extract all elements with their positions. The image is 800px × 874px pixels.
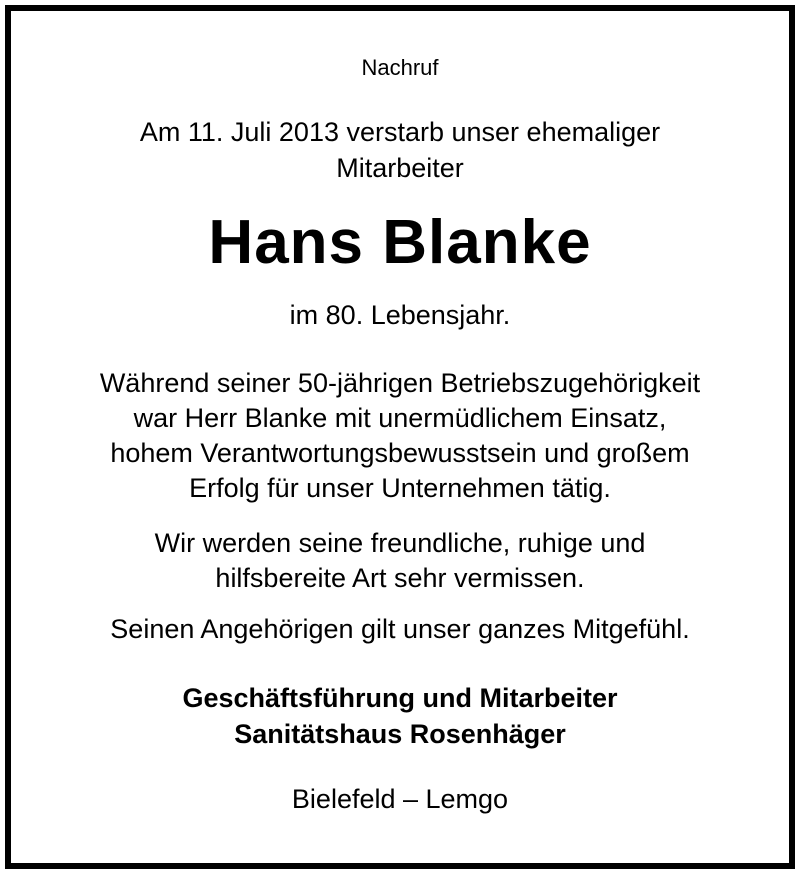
signature-block bbox=[0, 680, 800, 752]
locations-line: Bielefeld – Lemgo bbox=[291, 784, 509, 814]
remembrance-line: hilfsbereite Art sehr vermissen. bbox=[215, 563, 585, 593]
remembrance-line: Wir werden seine freundliche, ruhige und bbox=[154, 528, 646, 558]
condolence-line: Seinen Angehörigen gilt unser ganzes Mitgefühl. bbox=[110, 614, 690, 644]
intro-line-2: Mitarbeiter bbox=[336, 153, 464, 183]
tribute-line: Während seiner 50-jährigen Betriebszugehörigkeit bbox=[99, 368, 701, 398]
signature-line: Geschäftsführung und Mitarbeiter bbox=[182, 683, 618, 713]
tribute-line: war Herr Blanke mit unermüdlichem Einsatz, bbox=[133, 403, 667, 433]
notice-heading: Nachruf bbox=[361, 55, 439, 80]
signature-line: Sanitätshaus Rosenhäger bbox=[234, 719, 566, 749]
tribute-line: Erfolg für unser Unternehmen tätig. bbox=[189, 473, 611, 503]
deceased-name: Hans Blanke bbox=[208, 208, 592, 277]
age-line: im 80. Lebensjahr. bbox=[289, 300, 511, 330]
remembrance-paragraph bbox=[0, 526, 800, 596]
tribute-paragraph bbox=[0, 366, 800, 506]
intro-line-1: Am 11. Juli 2013 verstarb unser ehemaliger bbox=[139, 117, 661, 147]
tribute-line: hohem Verantwortungsbewusstsein und großem bbox=[110, 438, 690, 468]
